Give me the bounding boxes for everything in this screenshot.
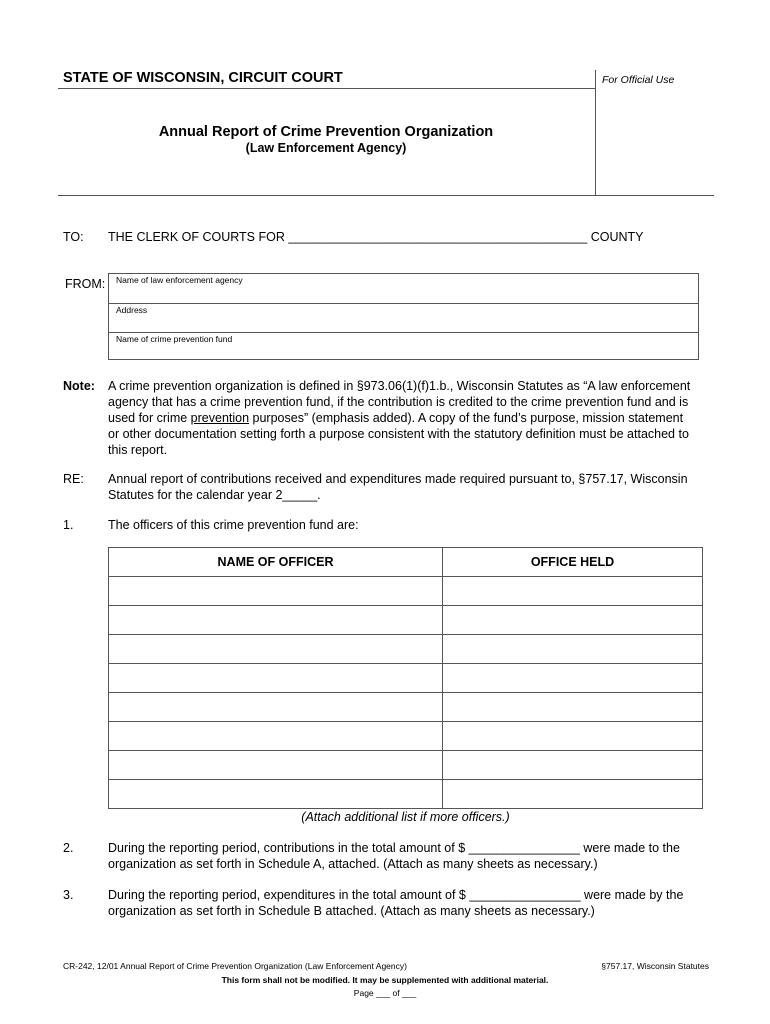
contributions-amount-line[interactable]: During the reporting period, contributions in the total amount of $ ________________ were made to the [108, 841, 680, 855]
re-line: Annual report of contributions received and expenditures made required pursuant to, §757.17, Wisconsin [108, 472, 688, 486]
official-use-label: For Official Use [602, 74, 675, 86]
officers-table [108, 547, 703, 809]
calendar-year-line[interactable]: Statutes for the calendar year 2_____. [108, 488, 321, 502]
item-2-number: 2. [63, 841, 74, 855]
office-held-cell[interactable] [443, 577, 703, 606]
item-1-text: The officers of this crime prevention fund are: [108, 518, 359, 532]
officer-name-cell[interactable] [109, 635, 443, 664]
header-bottom-rule [58, 195, 714, 196]
note-label: Note: [63, 379, 95, 393]
office-held-cell[interactable] [443, 751, 703, 780]
officer-name-cell[interactable] [109, 693, 443, 722]
table-row [109, 606, 703, 635]
item-2-line: organization as set forth in Schedule A, attached. (Attach as many sheets as necessary.) [108, 857, 598, 871]
from-label: FROM: [65, 277, 106, 291]
officer-name-cell[interactable] [109, 664, 443, 693]
note-line: A crime prevention organization is defined in §973.06(1)(f)1.b., Wisconsin Statutes as “A law enforcement [108, 379, 691, 393]
column-header-office: OFFICE HELD [443, 548, 703, 577]
to-label: TO: [63, 230, 84, 244]
office-held-cell[interactable] [443, 635, 703, 664]
from-fields-box [108, 273, 699, 360]
footer-notice: This form shall not be modified. It may be supplemented with additional material. [221, 975, 549, 985]
office-held-cell[interactable] [443, 693, 703, 722]
item-3-line: organization as set forth in Schedule B attached. (Attach as many sheets as necessary.) [108, 904, 595, 918]
official-use-divider [595, 70, 596, 196]
form-subtitle: (Law Enforcement Agency) [245, 141, 407, 155]
fund-name-label: Name of crime prevention fund [116, 334, 233, 344]
item-2-text [108, 840, 680, 872]
officer-name-cell[interactable] [109, 780, 443, 809]
address-label: Address [116, 305, 148, 315]
officer-name-cell[interactable] [109, 606, 443, 635]
to-county-line[interactable]: THE CLERK OF COURTS FOR ___________________________________________ COUNTY [108, 230, 644, 244]
expenditures-amount-line[interactable]: During the reporting period, expenditures in the total amount of $ ________________ were made by the [108, 888, 684, 902]
page-number: Page ___ of ___ [353, 988, 417, 998]
fund-name-field[interactable] [109, 332, 698, 360]
address-field[interactable] [109, 303, 698, 332]
table-row [109, 780, 703, 809]
court-name: STATE OF WISCONSIN, CIRCUIT COURT [63, 70, 343, 86]
footer-form-id: CR-242, 12/01 Annual Report of Crime Prevention Organization (Law Enforcement Agency) [63, 961, 407, 971]
form-title: Annual Report of Crime Prevention Organization [158, 124, 494, 140]
office-held-cell[interactable] [443, 664, 703, 693]
item-1-number: 1. [63, 518, 74, 532]
note-text-fragment: purposes” (emphasis added). A copy of the fund’s purpose, mission statement [249, 411, 684, 425]
agency-name-label: Name of law enforcement agency [116, 275, 243, 285]
header-rule [58, 88, 595, 89]
table-header-row [109, 548, 703, 577]
table-row [109, 577, 703, 606]
officer-name-cell[interactable] [109, 751, 443, 780]
note-line: agency that has a crime prevention fund, if the contribution is credited to the crime prevention fund and is [108, 395, 689, 409]
officer-name-cell[interactable] [109, 577, 443, 606]
office-held-cell[interactable] [443, 780, 703, 809]
agency-name-field[interactable] [109, 274, 698, 303]
attach-officers-note: (Attach additional list if more officers.) [301, 810, 510, 824]
office-held-cell[interactable] [443, 606, 703, 635]
note-text [108, 378, 708, 458]
column-header-name: NAME OF OFFICER [109, 548, 443, 577]
table-row [109, 664, 703, 693]
table-row [109, 751, 703, 780]
note-text-fragment: used for crime [108, 411, 191, 425]
emphasis-underline: prevention [190, 411, 250, 425]
note-line [108, 410, 708, 426]
item-3-text [108, 887, 683, 919]
note-line: this report. [108, 443, 168, 457]
table-row [109, 635, 703, 664]
officer-name-cell[interactable] [109, 722, 443, 751]
re-text [108, 471, 688, 503]
item-3-number: 3. [63, 888, 74, 902]
table-row [109, 693, 703, 722]
table-row [109, 722, 703, 751]
office-held-cell[interactable] [443, 722, 703, 751]
note-line: or other documentation setting forth a purpose consistent with the statutory definition must be attached to [108, 427, 689, 441]
footer-statute: §757.17, Wisconsin Statutes [601, 961, 709, 971]
re-label: RE: [63, 472, 84, 486]
